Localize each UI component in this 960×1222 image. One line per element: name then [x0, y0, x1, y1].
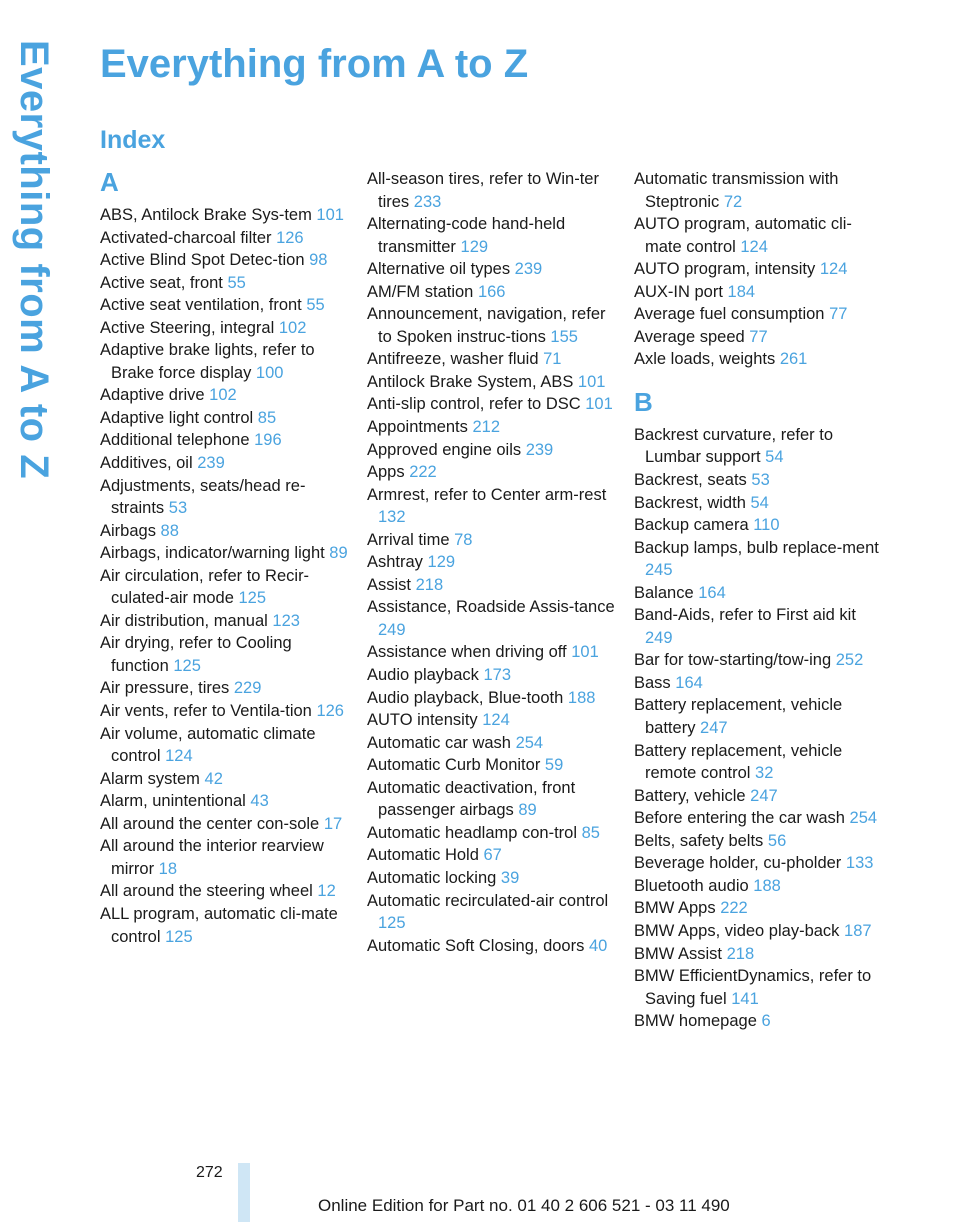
- page-reference-link[interactable]: 124: [819, 260, 848, 279]
- index-entry: [367, 641, 619, 664]
- entry-term: Automatic deactivation, front passenger airbags: [367, 778, 576, 820]
- index-entry: [367, 439, 619, 462]
- page-reference-link[interactable]: 164: [675, 673, 703, 692]
- page-reference-link[interactable]: 43: [250, 792, 269, 811]
- page-reference-link[interactable]: 229: [233, 679, 262, 698]
- entry-term: BMW Assist: [634, 944, 727, 963]
- page-reference-link[interactable]: 239: [197, 454, 225, 473]
- entry-term: Automatic Curb Monitor: [367, 756, 545, 775]
- page-reference-link[interactable]: 123: [272, 611, 300, 630]
- page-reference-link[interactable]: 101: [577, 372, 606, 391]
- page-reference-link[interactable]: 12: [317, 882, 336, 901]
- page-reference-link[interactable]: 54: [765, 448, 784, 467]
- index-entry: [367, 416, 619, 439]
- page-reference-link[interactable]: 54: [750, 493, 769, 512]
- index-entry: [367, 754, 619, 777]
- page-reference-link[interactable]: 125: [238, 589, 267, 608]
- index-entry: [100, 294, 352, 317]
- entry-term: ABS, Antilock Brake Sys-tem: [100, 206, 317, 224]
- index-entry: [367, 371, 619, 394]
- page-reference-link[interactable]: 71: [543, 350, 562, 369]
- entry-term: Automatic car wash: [367, 733, 516, 752]
- index-letter-b: B: [634, 386, 653, 417]
- entry-term: Arrival time: [367, 530, 455, 549]
- page-reference-link[interactable]: 247: [700, 719, 728, 738]
- page-reference-link[interactable]: 222: [720, 899, 748, 918]
- index-entry: [634, 965, 886, 1010]
- index-entry: [367, 867, 619, 890]
- index-entry: [100, 249, 352, 272]
- page-reference-link[interactable]: 42: [204, 769, 223, 788]
- entry-term: Air volume, automatic climate control: [100, 724, 316, 766]
- entry-term: Air distribution, manual: [100, 611, 273, 630]
- index-entry: [100, 790, 352, 813]
- page-number: 272: [196, 1164, 223, 1181]
- entry-term: Automatic transmission with Steptronic: [634, 170, 839, 211]
- index-entry: [634, 258, 886, 281]
- entry-term: Air circulation, refer to Recir-culated-air mode: [100, 566, 310, 608]
- page-reference-link[interactable]: 247: [750, 786, 778, 805]
- entry-term: AUTO program, automatic cli-mate control: [634, 215, 852, 256]
- page-reference-link[interactable]: 141: [731, 989, 759, 1008]
- page-reference-link[interactable]: 77: [749, 327, 768, 346]
- entry-term: Average fuel consumption: [634, 305, 830, 324]
- index-entry: [634, 604, 886, 649]
- section-title: Index: [100, 126, 166, 154]
- page-reference-link[interactable]: 124: [740, 237, 768, 256]
- index-entry: [100, 429, 352, 452]
- entry-term: Airbags, indicator/warning light: [100, 544, 330, 563]
- index-entry: [100, 542, 352, 565]
- index-entry: [634, 326, 886, 349]
- page-reference-link[interactable]: 67: [483, 846, 502, 865]
- entry-term: Audio playback: [367, 666, 484, 685]
- index-entry: [634, 897, 886, 920]
- index-entry: [634, 740, 886, 785]
- side-tab-label: Everything from A to Z: [12, 40, 56, 480]
- index-entry: [100, 452, 352, 475]
- index-entry: [634, 649, 886, 672]
- page-reference-link[interactable]: 218: [726, 944, 755, 963]
- index-entry: [367, 551, 619, 574]
- page-reference-link[interactable]: 222: [409, 463, 437, 482]
- index-entry: [367, 281, 619, 304]
- page-reference-link[interactable]: 249: [378, 620, 406, 639]
- entry-term: Automatic Soft Closing, doors: [367, 936, 589, 955]
- page-reference-link[interactable]: 53: [751, 471, 770, 490]
- index-entry: [367, 890, 619, 935]
- index-entry: [367, 393, 619, 416]
- page-reference-link[interactable]: 17: [323, 814, 343, 833]
- entry-term: Appointments: [367, 418, 473, 437]
- index-entry: [634, 348, 886, 371]
- entry-term: Bluetooth audio: [634, 876, 754, 895]
- index-entry: [367, 596, 619, 641]
- entry-term: Active Blind Spot Detec-tion: [100, 251, 310, 270]
- page-reference-link[interactable]: 6: [761, 1012, 771, 1031]
- entry-term: BMW Apps: [634, 899, 721, 918]
- entry-term: Apps: [367, 463, 410, 482]
- index-entry: [100, 723, 352, 768]
- entry-term: Automatic Hold: [367, 846, 484, 865]
- entry-term: Alternative oil types: [367, 260, 515, 279]
- page-reference-link[interactable]: 102: [278, 318, 307, 337]
- index-entry: [367, 687, 619, 710]
- edition-note: Online Edition for Part no. 01 40 2 606 521 - 03 11 490: [318, 1196, 730, 1215]
- entry-term: Antilock Brake System, ABS: [367, 372, 578, 391]
- page-reference-link[interactable]: 245: [645, 561, 673, 580]
- page-reference-link[interactable]: 98: [309, 251, 328, 270]
- entry-term: Battery replacement, vehicle remote control: [634, 741, 843, 783]
- entry-term: Announcement, navigation, refer to Spoken instruc-tions: [367, 305, 606, 346]
- index-entry: [100, 632, 352, 677]
- index-entry: [634, 281, 886, 304]
- entry-term: All around the center con-sole: [100, 814, 324, 833]
- page-reference-link[interactable]: 59: [544, 756, 564, 775]
- page-reference-link[interactable]: 125: [165, 927, 193, 946]
- entry-term: Air pressure, tires: [100, 679, 234, 698]
- index-entry: [367, 484, 619, 529]
- index-entry: [100, 813, 352, 836]
- index-entry: [367, 303, 619, 348]
- page-reference-link[interactable]: 187: [844, 921, 872, 940]
- index-entry: [367, 461, 619, 484]
- index-entry: [100, 339, 352, 384]
- entry-term: Automatic recirculated-air control: [367, 891, 609, 910]
- index-entry: [634, 672, 886, 695]
- page-reference-link[interactable]: 126: [276, 228, 304, 247]
- entry-term: Adaptive brake lights, refer to Brake force display: [100, 341, 315, 382]
- index-entry: [634, 213, 886, 258]
- index-entry: [634, 920, 886, 943]
- entry-term: Axle loads, weights: [634, 350, 780, 369]
- entry-term: Active seat, front: [100, 273, 228, 292]
- entry-term: Air vents, refer to Ventila-tion: [100, 702, 317, 721]
- page-reference-link[interactable]: 212: [472, 418, 501, 437]
- page-reference-link[interactable]: 125: [378, 914, 406, 933]
- page-reference-link[interactable]: 55: [227, 273, 246, 292]
- page-reference-link[interactable]: 102: [209, 386, 237, 405]
- entry-term: Battery, vehicle: [634, 786, 751, 805]
- page-reference-link[interactable]: 218: [415, 575, 444, 594]
- page-reference-link[interactable]: 133: [845, 854, 874, 873]
- index-column-3: [634, 168, 886, 1033]
- entry-term: Bass: [634, 673, 676, 692]
- index-entry: [634, 807, 886, 830]
- index-entry: [634, 1010, 886, 1033]
- page-reference-link[interactable]: 72: [723, 192, 743, 211]
- entry-term: Assist: [367, 575, 416, 594]
- entry-term: Activated-charcoal filter: [100, 228, 277, 247]
- entry-term: Bar for tow-starting/tow-ing: [634, 651, 836, 670]
- page-reference-link[interactable]: 101: [571, 643, 599, 662]
- page-reference-link[interactable]: 239: [514, 260, 543, 279]
- entry-term: Additional telephone: [100, 431, 255, 450]
- entry-term: Air drying, refer to Cooling function: [100, 634, 292, 675]
- index-column-1: [100, 168, 352, 948]
- page-reference-link[interactable]: 88: [160, 521, 179, 540]
- index-letter-a: A: [100, 167, 119, 197]
- page-reference-link[interactable]: 164: [698, 583, 726, 602]
- entry-term: Backrest, seats: [634, 471, 752, 490]
- index-entry: [634, 424, 886, 469]
- page-reference-link[interactable]: 166: [477, 282, 506, 301]
- index-entry: [100, 272, 352, 295]
- footer-bar: [238, 1163, 250, 1222]
- index-entry: [634, 943, 886, 966]
- page-reference-link[interactable]: 184: [727, 282, 756, 301]
- entry-term: Airbags: [100, 521, 161, 540]
- index-entry: [100, 204, 352, 227]
- entry-term: Assistance when driving off: [367, 643, 572, 662]
- index-entry: [367, 709, 619, 732]
- page-reference-link[interactable]: 32: [755, 764, 774, 783]
- entry-term: Backup lamps, bulb replace-ment: [634, 538, 879, 557]
- entry-term: All around the steering wheel: [100, 882, 318, 901]
- index-entry: [100, 407, 352, 430]
- entry-term: Alarm, unintentional: [100, 792, 251, 811]
- page-reference-link[interactable]: 85: [581, 823, 600, 842]
- index-entry: [634, 469, 886, 492]
- page-reference-link[interactable]: 252: [835, 651, 864, 670]
- index-entry: [367, 213, 619, 258]
- page-reference-link[interactable]: 53: [168, 499, 188, 518]
- entry-term: Adaptive light control: [100, 408, 258, 427]
- index-entry: [367, 777, 619, 822]
- page-reference-link[interactable]: 85: [257, 408, 277, 427]
- page-reference-link[interactable]: 78: [454, 530, 473, 549]
- entry-term: AUTO intensity: [367, 711, 483, 730]
- entry-term: BMW EfficientDynamics, refer to Saving fuel: [634, 967, 872, 1008]
- index-entry: [367, 258, 619, 281]
- entry-term: Beverage holder, cu-pholder: [634, 854, 846, 873]
- index-entry: [100, 610, 352, 633]
- page-reference-link[interactable]: 55: [306, 296, 325, 315]
- page-reference-link[interactable]: 173: [483, 666, 512, 685]
- entry-term: BMW Apps, video play-back: [634, 921, 845, 940]
- page-reference-link[interactable]: 101: [316, 206, 344, 224]
- index-entry: [634, 168, 886, 213]
- entry-term: Battery replacement, vehicle battery: [634, 696, 843, 738]
- index-entry: [367, 168, 619, 213]
- index-entry: [367, 732, 619, 755]
- index-entry: [634, 830, 886, 853]
- entry-term: All around the interior rearview mirror: [100, 837, 324, 878]
- page-reference-link[interactable]: 101: [585, 395, 613, 414]
- entry-term: Ashtray: [367, 553, 428, 572]
- page-reference-link[interactable]: 77: [829, 305, 848, 324]
- index-entry: [100, 317, 352, 340]
- entry-term: Audio playback, Blue-tooth: [367, 688, 568, 707]
- page-reference-link[interactable]: 125: [173, 656, 201, 675]
- page-reference-link[interactable]: 56: [767, 831, 787, 850]
- page-reference-link[interactable]: 249: [645, 628, 673, 647]
- index-entry: [367, 348, 619, 371]
- entry-term: AM/FM station: [367, 282, 478, 301]
- index-entry: [634, 582, 886, 605]
- index-entry: [367, 664, 619, 687]
- entry-term: Adjustments, seats/head re-straints: [100, 476, 306, 518]
- index-entry: [100, 903, 352, 948]
- entry-term: Alarm system: [100, 769, 205, 788]
- entry-term: ALL program, automatic cli-mate control: [100, 904, 338, 946]
- index-entry: [367, 844, 619, 867]
- index-entry: [100, 475, 352, 520]
- page-reference-link[interactable]: 233: [413, 192, 442, 211]
- page-reference-link[interactable]: 124: [165, 747, 193, 766]
- entry-term: Alternating-code hand-held transmitter: [367, 215, 566, 256]
- entry-term: All-season tires, refer to Win-ter tires: [367, 170, 599, 211]
- entry-term: Backrest curvature, refer to Lumbar support: [634, 425, 833, 467]
- index-entry: [634, 694, 886, 739]
- page-reference-link[interactable]: 89: [329, 544, 348, 563]
- entry-term: Active seat ventilation, front: [100, 296, 307, 315]
- index-entry: [100, 520, 352, 543]
- page-reference-link[interactable]: 188: [753, 876, 781, 895]
- index-entry: [100, 565, 352, 610]
- entry-term: Anti-slip control, refer to DSC: [367, 395, 586, 414]
- page-reference-link[interactable]: 126: [316, 702, 344, 721]
- page-reference-link[interactable]: 39: [500, 868, 520, 887]
- entry-term: Band-Aids, refer to First aid kit: [634, 606, 856, 625]
- index-entry: [634, 785, 886, 808]
- page-reference-link[interactable]: 110: [753, 516, 780, 535]
- page-reference-link[interactable]: 18: [158, 859, 178, 878]
- index-entry: [367, 574, 619, 597]
- index-entry: [367, 822, 619, 845]
- entry-term: Balance: [634, 583, 699, 602]
- entry-term: Additives, oil: [100, 454, 198, 473]
- entry-term: Antifreeze, washer fluid: [367, 350, 544, 369]
- index-entry: [100, 227, 352, 250]
- entry-term: Backup camera: [634, 516, 754, 535]
- index-entry: [634, 537, 886, 582]
- page-reference-link[interactable]: 40: [588, 936, 608, 955]
- page-reference-link[interactable]: 124: [482, 711, 510, 730]
- page-reference-link[interactable]: 254: [515, 733, 544, 752]
- index-entry: [634, 514, 886, 537]
- index-entry: [634, 492, 886, 515]
- entry-term: Adaptive drive: [100, 386, 210, 405]
- entry-term: AUTO program, intensity: [634, 260, 820, 279]
- entry-term: Before entering the car wash: [634, 809, 850, 828]
- entry-term: Automatic locking: [367, 868, 501, 887]
- page-reference-link[interactable]: 188: [567, 688, 596, 707]
- index-entry: [100, 384, 352, 407]
- page-reference-link[interactable]: 89: [518, 801, 537, 820]
- page-reference-link[interactable]: 100: [255, 363, 284, 382]
- index-entry: [100, 835, 352, 880]
- entry-term: BMW homepage: [634, 1012, 762, 1031]
- page-reference-link[interactable]: 261: [779, 350, 808, 369]
- index-entry: [634, 303, 886, 326]
- entry-term: Active Steering, integral: [100, 318, 279, 337]
- entry-term: Backrest, width: [634, 493, 751, 512]
- page-reference-link[interactable]: 155: [550, 327, 578, 346]
- index-entry: [100, 768, 352, 791]
- index-entry: [100, 880, 352, 903]
- entry-term: Belts, safety belts: [634, 831, 768, 850]
- index-entry: [100, 700, 352, 723]
- entry-term: AUX-IN port: [634, 282, 728, 301]
- index-column-2: [367, 168, 619, 957]
- entry-term: Automatic headlamp con-trol: [367, 823, 582, 842]
- entry-term: Average speed: [634, 327, 750, 346]
- entry-term: Assistance, Roadside Assis-tance: [367, 598, 615, 617]
- index-entry: [367, 935, 619, 958]
- index-entry: [100, 677, 352, 700]
- page-reference-link[interactable]: 254: [849, 809, 878, 828]
- side-tab: [0, 40, 62, 480]
- page-reference-link[interactable]: 129: [460, 237, 489, 256]
- index-entry: [367, 529, 619, 552]
- page-reference-link[interactable]: 129: [427, 553, 456, 572]
- page-reference-link[interactable]: 239: [525, 440, 554, 459]
- entry-term: Approved engine oils: [367, 440, 526, 459]
- index-entry: [634, 852, 886, 875]
- page-title: Everything from A to Z: [100, 42, 529, 86]
- entry-term: Armrest, refer to Center arm-rest: [367, 485, 607, 504]
- page-reference-link[interactable]: 196: [254, 431, 282, 450]
- page-reference-link[interactable]: 132: [378, 508, 406, 527]
- index-entry: [634, 875, 886, 898]
